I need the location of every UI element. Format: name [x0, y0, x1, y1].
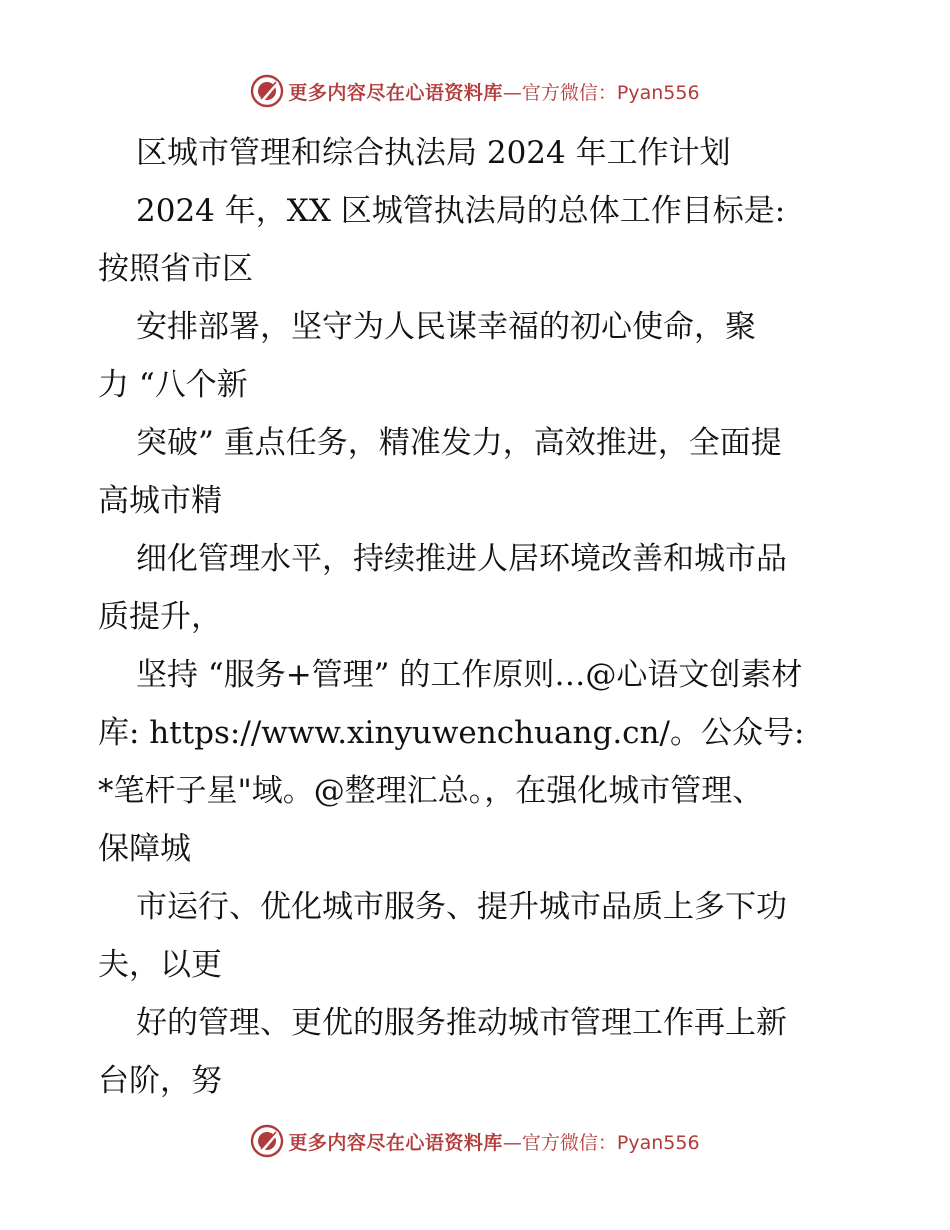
paragraph-line: 保障城: [98, 831, 191, 867]
paragraph-line: 细化管理水平，持续推进人居环境改善和城市品: [136, 541, 787, 577]
paragraph-line: 力 “八个新: [98, 367, 248, 403]
paragraph-line: 突破” 重点任务，精准发力，高效推进，全面提: [136, 425, 782, 461]
paragraph-line: 高城市精: [98, 483, 222, 519]
paragraph-line: 2024 年，XX 区城管执法局的总体工作目标是:: [136, 193, 786, 229]
document-body: [98, 124, 858, 1110]
paragraph-line: 质提升，: [98, 599, 222, 635]
banner-title: 更多内容尽在心语资料库: [288, 81, 503, 104]
footer-banner: [0, 1121, 950, 1161]
document-title: 区城市管理和综合执法局 2024 年工作计划: [136, 135, 731, 171]
paragraph-line: 好的管理、更优的服务推动城市管理工作再上新: [136, 1005, 787, 1041]
quill-pen-logo-icon: [250, 1124, 284, 1158]
paragraph-line: 台阶，努: [98, 1063, 222, 1099]
paragraph-line: 按照省市区: [98, 251, 253, 287]
paragraph-line: 安排部署，坚守为人民谋幸福的初心使命，聚: [136, 309, 756, 345]
header-banner: [0, 71, 950, 111]
paragraph-line: *笔杆子星"域。@整理汇总。，在强化城市管理、: [98, 773, 764, 809]
quill-pen-logo-icon: [250, 74, 284, 108]
paragraph-line: 库: https://www.xinyuwenchuang.cn/。公众号:: [98, 715, 805, 751]
banner-wechat: —官方微信：Pyan556: [502, 1131, 700, 1154]
banner-wechat: —官方微信：Pyan556: [502, 81, 700, 104]
paragraph-line: 坚持 “服务+管理” 的工作原则…@心语文创素材: [136, 657, 803, 693]
paragraph-line: 市运行、优化城市服务、提升城市品质上多下功: [136, 889, 787, 925]
banner-title: 更多内容尽在心语资料库: [288, 1131, 503, 1154]
paragraph-line: 夫，以更: [98, 947, 222, 983]
